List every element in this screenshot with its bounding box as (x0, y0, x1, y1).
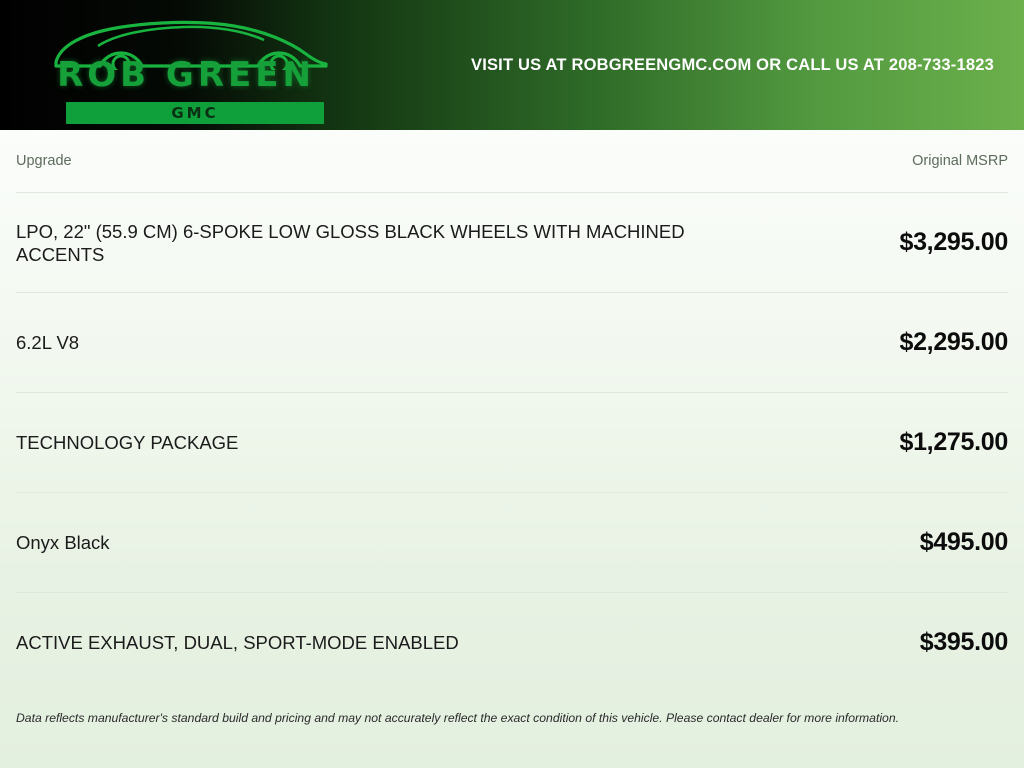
upgrade-label: LPO, 22" (55.9 CM) 6-SPOKE LOW GLOSS BLACK WHEELS WITH MACHINED ACCENTS (16, 220, 685, 265)
upgrade-price: $3,295.00 (899, 228, 1008, 256)
table-row (16, 492, 1008, 592)
header-tagline: VISIT US AT ROBGREENGMC.COM OR CALL US AT 208-733-1823 (470, 55, 994, 74)
upgrade-label: Onyx Black (16, 532, 110, 553)
upgrades-table (0, 130, 1024, 768)
upgrade-price: $2,295.00 (899, 328, 1008, 356)
upgrade-price: $395.00 (919, 628, 1008, 656)
table-row (16, 592, 1008, 692)
table-row (16, 192, 1008, 292)
upgrade-price: $1,275.00 (899, 428, 1008, 456)
upgrade-label: TECHNOLOGY PACKAGE (16, 432, 239, 453)
dealer-logo[interactable] (28, 16, 338, 122)
table-header-row (16, 130, 1008, 192)
site-header (0, 0, 1024, 130)
table-row (16, 392, 1008, 492)
dealer-logo-name: ROB GREEN (57, 55, 315, 95)
table-row (16, 292, 1008, 392)
upgrade-label: 6.2L V8 (16, 332, 80, 353)
dealer-logo-sub: GMC (171, 104, 219, 122)
column-header-upgrade: Upgrade (16, 153, 72, 169)
upgrade-label: ACTIVE EXHAUST, DUAL, SPORT-MODE ENABLED (16, 632, 459, 653)
column-header-msrp: Original MSRP (912, 153, 1008, 169)
disclaimer-text: Data reflects manufacturer's standard build and pricing and may not accurately reflect the exact condition of this vehicle. Please contact dealer for more information. (16, 711, 899, 725)
upgrade-price: $495.00 (919, 528, 1008, 556)
